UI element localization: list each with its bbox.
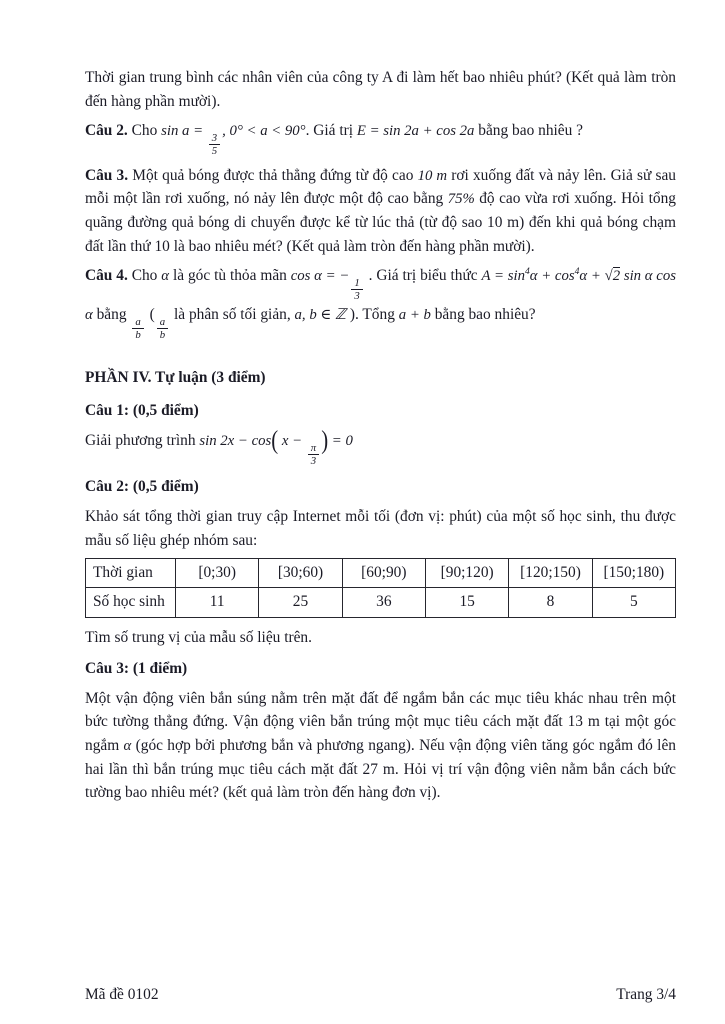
- radicand: 2: [612, 268, 621, 285]
- text-run: α: [123, 738, 132, 754]
- text-run: bằng: [92, 305, 131, 323]
- text-run: Câu 3.: [85, 166, 133, 184]
- text-run: x −: [278, 432, 306, 449]
- fraction-numerator: 1: [351, 277, 362, 290]
- fraction-denominator: 5: [211, 145, 218, 158]
- table-header-cell: [0;30): [176, 559, 259, 588]
- text-run: cos α = −: [290, 268, 350, 285]
- fraction-denominator: b: [135, 329, 141, 342]
- table-header-cell: [90;120): [425, 559, 508, 588]
- fraction-numerator: π: [308, 442, 319, 455]
- table-cell: Số học sinh: [86, 588, 176, 617]
- text-run: a + b: [398, 306, 431, 323]
- text-run: . Giá trị biểu thức: [364, 267, 482, 285]
- text-run: là phân số tối giản,: [170, 305, 295, 323]
- text-run: PHẦN IV. Tự luận (3 điểm): [85, 368, 266, 386]
- text-run: Tìm số trung vị của mẫu số liệu trên.: [85, 628, 312, 646]
- table-header-cell: [30;60): [259, 559, 342, 588]
- page-footer: [85, 986, 676, 1004]
- text-run: α + cos: [529, 268, 575, 285]
- paragraph: [85, 687, 676, 805]
- fraction: [308, 442, 319, 468]
- superscript: 4: [524, 266, 530, 278]
- text-run: sin a =: [161, 123, 207, 140]
- question-label: [85, 475, 676, 499]
- text-run: (góc hợp bởi phương bắn và phương ngang). Nếu vận động viên tăng góc ngắm đó lên hai lần thì bắn trúng mục tiêu cách mặt đất 27 m. Hỏi vị trí vận động viên nằm bắn cách bức tường bao nhiêu mét? (kết quả làm tròn đến hàng đơn vị).: [85, 737, 676, 802]
- table-header-cell: [150;180): [592, 559, 675, 588]
- text-run: Câu 2: (0,5 điểm): [85, 478, 199, 496]
- table-row: [86, 588, 676, 617]
- superscript: 4: [574, 266, 580, 278]
- text-run: α: [161, 268, 170, 285]
- fraction-numerator: a: [132, 316, 143, 329]
- question-label: [85, 399, 676, 423]
- text-run: A = sin: [481, 268, 525, 285]
- text-run: Câu 3: (1 điểm): [85, 660, 188, 678]
- page-number: Trang 3/4: [616, 986, 676, 1003]
- text-run: = 0: [328, 432, 353, 449]
- table-cell: 8: [509, 588, 592, 617]
- text-run: Khảo sát tổng thời gian truy cập Internet mỗi tối (đơn vị: phút) của một số học sinh, thu được mẫu số liệu ghép nhóm sau:: [85, 507, 676, 549]
- fraction-denominator: b: [159, 329, 166, 342]
- text-run: Một vận động viên bắn súng nằm trên mặt đất để ngắm bắn các mục tiêu khác nhau trên một bức tường thẳng đứng. Vận động viên bắn trúng một mục tiêu cách mặt đất 13 m tại một góc ngắm: [85, 689, 676, 754]
- table-cell: 11: [176, 588, 259, 617]
- fraction-denominator: 3: [310, 455, 317, 468]
- text-run: Thời gian trung bình các nhân viên của công ty A đi làm hết bao nhiêu phút? (Kết quả làm tròn đến hàng phần mười).: [85, 69, 676, 110]
- text-run: Câu 4.: [85, 267, 132, 285]
- table-cell: 36: [342, 588, 425, 617]
- text-run: độ cao vừa rơi xuống. Hỏi tổng quãng đường quả bóng di chuyển được kể từ lúc thả (từ độ sao 10 m) đến khi quả bóng chạm đất lần thứ 10 là bao nhiêu mét? (Kết quả làm tròn đến hàng phần mười).: [85, 190, 676, 255]
- table-cell: 15: [425, 588, 508, 617]
- fraction-numerator: a: [157, 316, 168, 329]
- table-cell: 5: [592, 588, 675, 617]
- text-run: sin 2x − cos: [199, 432, 272, 449]
- frequency-table: [85, 558, 676, 618]
- text-run: sin α cos α: [85, 268, 676, 323]
- text-run: , 0° < a < 90°: [222, 123, 306, 140]
- text-run: E = sin 2a + cos 2a: [356, 123, 475, 140]
- table-cell: 25: [259, 588, 342, 617]
- paragraph: [85, 119, 676, 158]
- fraction-denominator: 3: [354, 290, 360, 303]
- paragraph: [85, 164, 676, 258]
- text-run: Một quả bóng được thả thẳng đứng từ độ cao: [132, 166, 418, 184]
- text-run: 75%: [447, 191, 475, 208]
- table-header-cell: [60;90): [342, 559, 425, 588]
- paragraph: [85, 626, 676, 650]
- text-run: Giải phương trình: [85, 431, 200, 449]
- fraction: [132, 316, 143, 342]
- paragraph: [85, 264, 676, 341]
- fraction-numerator: 3: [209, 132, 220, 145]
- section-heading: [85, 366, 676, 390]
- fraction: [157, 316, 168, 342]
- fraction: [351, 277, 362, 303]
- text-run: Cho: [131, 267, 162, 285]
- text-run: . Giá trị: [305, 122, 357, 140]
- document-content: [85, 66, 676, 805]
- text-run: 10 m: [417, 167, 448, 184]
- text-run: bằng bao nhiêu ?: [474, 122, 583, 140]
- text-run: Câu 2.: [85, 122, 132, 140]
- paragraph: [85, 66, 676, 113]
- table-header-cell: Thời gian: [86, 559, 176, 588]
- text-run: Câu 1: (0,5 điểm): [85, 402, 199, 420]
- text-run: rơi xuống đất và nảy lên. Giả sử sau mỗi một lần rơi xuống, nó nảy lên được một độ cao bằng: [85, 166, 677, 208]
- text-run: ). Tổng: [346, 305, 399, 323]
- text-run: là góc tù thỏa mãn: [169, 267, 291, 285]
- fraction: [209, 132, 220, 158]
- text-run: a, b ∈ ℤ: [294, 306, 347, 323]
- question-label: [85, 657, 676, 681]
- paragraph: Giải phương trình sin 2x − cos( x − $\frac{\pi}{3}$ ) = 0: [85, 425, 353, 468]
- text-run: α + √: [579, 268, 613, 285]
- exam-code: Mã đề 0102: [85, 986, 159, 1003]
- text-run: Cho: [131, 122, 162, 140]
- paragraph: [85, 505, 676, 552]
- text-run: (: [145, 305, 155, 323]
- text-run: bằng bao nhiêu?: [430, 305, 536, 323]
- table-header-cell: [120;150): [509, 559, 592, 588]
- table-row: [86, 559, 676, 588]
